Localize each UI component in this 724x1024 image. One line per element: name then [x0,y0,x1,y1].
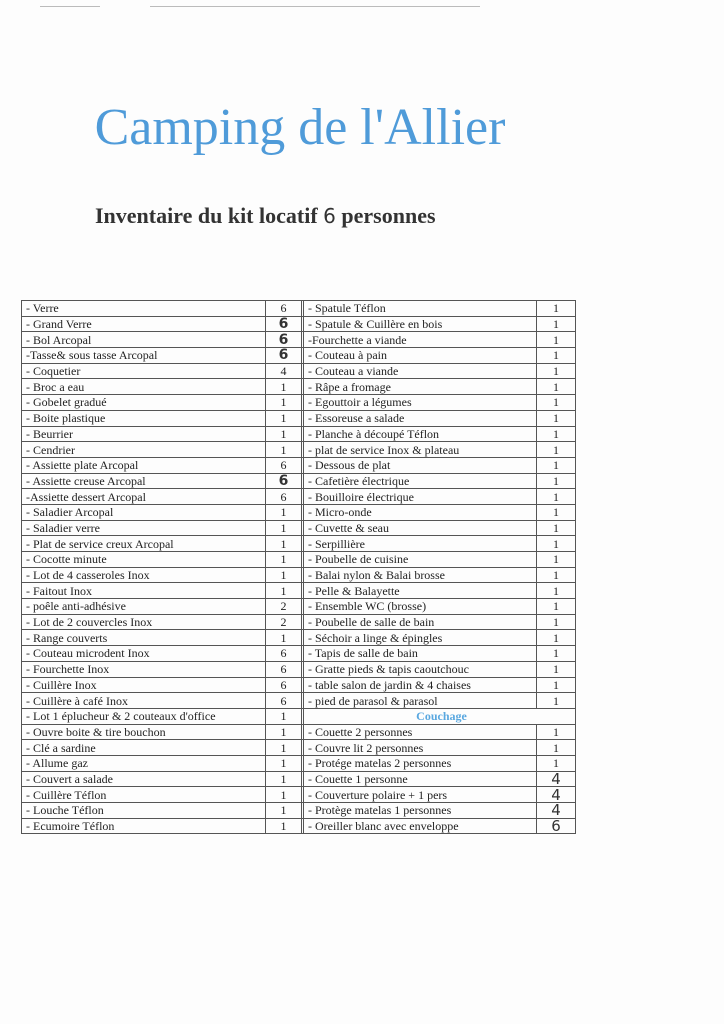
item-qty-right: 1 [537,301,576,317]
item-qty-right: 1 [537,583,576,599]
item-label-right: - Râpe a fromage [304,379,537,395]
item-qty-right: 1 [537,316,576,332]
item-qty-left: 6 [266,332,302,348]
item-qty-right: 1 [537,410,576,426]
item-qty-left: 1 [266,379,302,395]
item-qty-left: 2 [266,614,302,630]
item-qty-left: 1 [266,724,302,740]
item-qty-right: 1 [537,536,576,552]
item-label-left: - Plat de service creux Arcopal [22,536,266,552]
item-qty-right: 1 [537,755,576,771]
table-row [22,724,576,740]
item-label-left: - Ouvre boite & tire bouchon [22,724,266,740]
item-qty-left: 2 [266,599,302,615]
item-qty-left: 6 [266,677,302,693]
item-qty-right: 1 [537,395,576,411]
item-label-right: - Couvre lit 2 personnes [304,740,537,756]
table-row [22,771,576,787]
table-row [22,599,576,615]
item-qty-right: 1 [537,740,576,756]
inventory-table-body [22,301,576,834]
item-label-right: - Gratte pieds & tapis caoutchouc [304,661,537,677]
item-label-right: - Couteau à pain [304,348,537,364]
item-qty-right: 1 [537,614,576,630]
item-qty-left: 1 [266,755,302,771]
item-qty-right: 1 [537,677,576,693]
table-row [22,552,576,568]
item-label-left: -Assiette dessert Arcopal [22,489,266,505]
item-label-left: - Cocotte minute [22,552,266,568]
item-label-right: - pied de parasol & parasol [304,693,537,709]
table-row [22,301,576,317]
item-qty-left: 1 [266,771,302,787]
table-row [22,818,576,834]
item-qty-right: 1 [537,552,576,568]
item-qty-left: 1 [266,708,302,724]
table-row [22,363,576,379]
scan-artifact [40,6,100,7]
item-qty-left: 1 [266,818,302,834]
item-label-left: - Couteau microdent Inox [22,646,266,662]
item-qty-right: 1 [537,426,576,442]
subtitle-handwritten-count: 6 [323,204,336,228]
item-label-left: - Cuillère Téflon [22,787,266,803]
item-label-left: - Couvert a salade [22,771,266,787]
item-qty-right: 1 [537,599,576,615]
item-qty-left: 6 [266,489,302,505]
item-qty-right: 1 [537,363,576,379]
item-label-left: - Lot 1 éplucheur & 2 couteaux d'office [22,708,266,724]
item-qty-left: 1 [266,536,302,552]
item-label-right: - Poubelle de cuisine [304,552,537,568]
item-qty-right: 4 [537,771,576,787]
item-label-left: - Beurrier [22,426,266,442]
table-row [22,567,576,583]
item-label-left: - Gobelet gradué [22,395,266,411]
document-subtitle [95,203,436,229]
table-row [22,520,576,536]
item-qty-right: 4 [537,803,576,819]
item-qty-right: 4 [537,787,576,803]
table-row [22,630,576,646]
item-label-right: - Couette 2 personnes [304,724,537,740]
item-qty-right: 1 [537,473,576,489]
table-row [22,410,576,426]
item-label-left: - Coquetier [22,363,266,379]
item-label-left: - Cuillère Inox [22,677,266,693]
item-qty-right: 1 [537,348,576,364]
item-qty-left: 1 [266,552,302,568]
item-qty-right: 1 [537,520,576,536]
item-qty-left: 1 [266,426,302,442]
item-label-left: - Clé a sardine [22,740,266,756]
item-qty-right: 1 [537,693,576,709]
item-qty-left: 1 [266,410,302,426]
item-label-right: - Couteau a viande [304,363,537,379]
item-qty-right: 1 [537,442,576,458]
item-label-right: - Tapis de salle de bain [304,646,537,662]
item-label-left: - Cendrier [22,442,266,458]
item-qty-right: 1 [537,504,576,520]
table-row [22,489,576,505]
item-label-right: - Protège matelas 1 personnes [304,803,537,819]
item-label-left: - Ecumoire Téflon [22,818,266,834]
subtitle-prefix: Inventaire du kit locatif [95,203,318,228]
item-label-right: - Poubelle de salle de bain [304,614,537,630]
item-qty-right: 1 [537,630,576,646]
item-qty-left: 1 [266,567,302,583]
item-label-right: - Balai nylon & Balai brosse [304,567,537,583]
item-qty-left: 4 [266,363,302,379]
item-label-left: - Allume gaz [22,755,266,771]
table-row [22,473,576,489]
item-qty-right: 1 [537,332,576,348]
item-qty-left: 1 [266,504,302,520]
item-label-right: - Planche à découpé Téflon [304,426,537,442]
item-label-right: - Spatule & Cuillère en bois [304,316,537,332]
item-label-right: - table salon de jardin & 4 chaises [304,677,537,693]
item-label-left: - Bol Arcopal [22,332,266,348]
table-row [22,708,576,724]
scan-artifact [150,6,480,7]
item-label-left: - Saladier Arcopal [22,504,266,520]
item-qty-left: 6 [266,348,302,364]
item-qty-left: 1 [266,740,302,756]
item-label-right: - Couverture polaire + 1 pers [304,787,537,803]
item-label-left: - Saladier verre [22,520,266,536]
item-label-right: - Essoreuse a salade [304,410,537,426]
item-label-left: - Assiette plate Arcopal [22,457,266,473]
item-qty-left: 6 [266,457,302,473]
table-row [22,646,576,662]
item-label-left: - Fourchette Inox [22,661,266,677]
item-qty-right: 1 [537,567,576,583]
table-row [22,332,576,348]
table-row [22,426,576,442]
item-label-right: - Cafetière électrique [304,473,537,489]
table-row [22,583,576,599]
item-qty-left: 1 [266,803,302,819]
item-qty-right: 1 [537,379,576,395]
item-label-right: - Séchoir a linge & épingles [304,630,537,646]
item-label-right: - Pelle & Balayette [304,583,537,599]
table-row [22,348,576,364]
table-row [22,693,576,709]
item-qty-left: 6 [266,693,302,709]
item-label-left: - Range couverts [22,630,266,646]
table-row [22,614,576,630]
item-qty-right: 1 [537,646,576,662]
item-qty-right: 1 [537,457,576,473]
table-row [22,536,576,552]
item-label-right: - Oreiller blanc avec enveloppe [304,818,537,834]
item-label-right: - Bouilloire électrique [304,489,537,505]
item-qty-left: 6 [266,646,302,662]
item-qty-left: 1 [266,395,302,411]
item-label-left: - Lot de 4 casseroles Inox [22,567,266,583]
item-qty-left: 6 [266,661,302,677]
table-row [22,755,576,771]
subtitle-suffix: personnes [341,203,436,228]
item-label-right: - Dessous de plat [304,457,537,473]
item-label-left: - Verre [22,301,266,317]
item-qty-left: 6 [266,473,302,489]
item-label-right: - Cuvette & seau [304,520,537,536]
table-row [22,316,576,332]
item-qty-left: 6 [266,301,302,317]
item-label-right: - Egouttoir a légumes [304,395,537,411]
table-row [22,504,576,520]
item-label-left: - Broc a eau [22,379,266,395]
table-row [22,740,576,756]
item-label-right: - Spatule Téflon [304,301,537,317]
document-title: Camping de l'Allier [94,99,506,156]
item-label-left: - Lot de 2 couvercles Inox [22,614,266,630]
table-row [22,661,576,677]
item-qty-left: 1 [266,520,302,536]
item-qty-left: 1 [266,583,302,599]
item-label-right: - Couette 1 personne [304,771,537,787]
item-label-left: -Tasse& sous tasse Arcopal [22,348,266,364]
item-qty-left: 1 [266,630,302,646]
item-label-left: - Assiette creuse Arcopal [22,473,266,489]
table-row [22,457,576,473]
table-row [22,677,576,693]
table-row [22,395,576,411]
item-label-left: - Boite plastique [22,410,266,426]
item-qty-right: 6 [537,818,576,834]
item-label-left: - Grand Verre [22,316,266,332]
item-qty-left: 1 [266,787,302,803]
item-label-right: - Ensemble WC (brosse) [304,599,537,615]
table-row [22,803,576,819]
item-label-right: - plat de service Inox & plateau [304,442,537,458]
item-label-left: - Faitout Inox [22,583,266,599]
item-label-left: - poêle anti-adhésive [22,599,266,615]
item-qty-left: 1 [266,442,302,458]
item-qty-right: 1 [537,661,576,677]
inventory-table [21,300,576,834]
item-label-right: - Serpillière [304,536,537,552]
item-qty-right: 1 [537,489,576,505]
section-heading-couchage: Couchage [304,708,576,724]
item-label-right: - Protége matelas 2 personnes [304,755,537,771]
table-row [22,787,576,803]
item-qty-right: 1 [537,724,576,740]
item-label-left: - Louche Téflon [22,803,266,819]
item-label-right: -Fourchette a viande [304,332,537,348]
item-qty-left: 6 [266,316,302,332]
table-row [22,442,576,458]
item-label-left: - Cuillère à café Inox [22,693,266,709]
item-label-right: - Micro-onde [304,504,537,520]
table-row [22,379,576,395]
